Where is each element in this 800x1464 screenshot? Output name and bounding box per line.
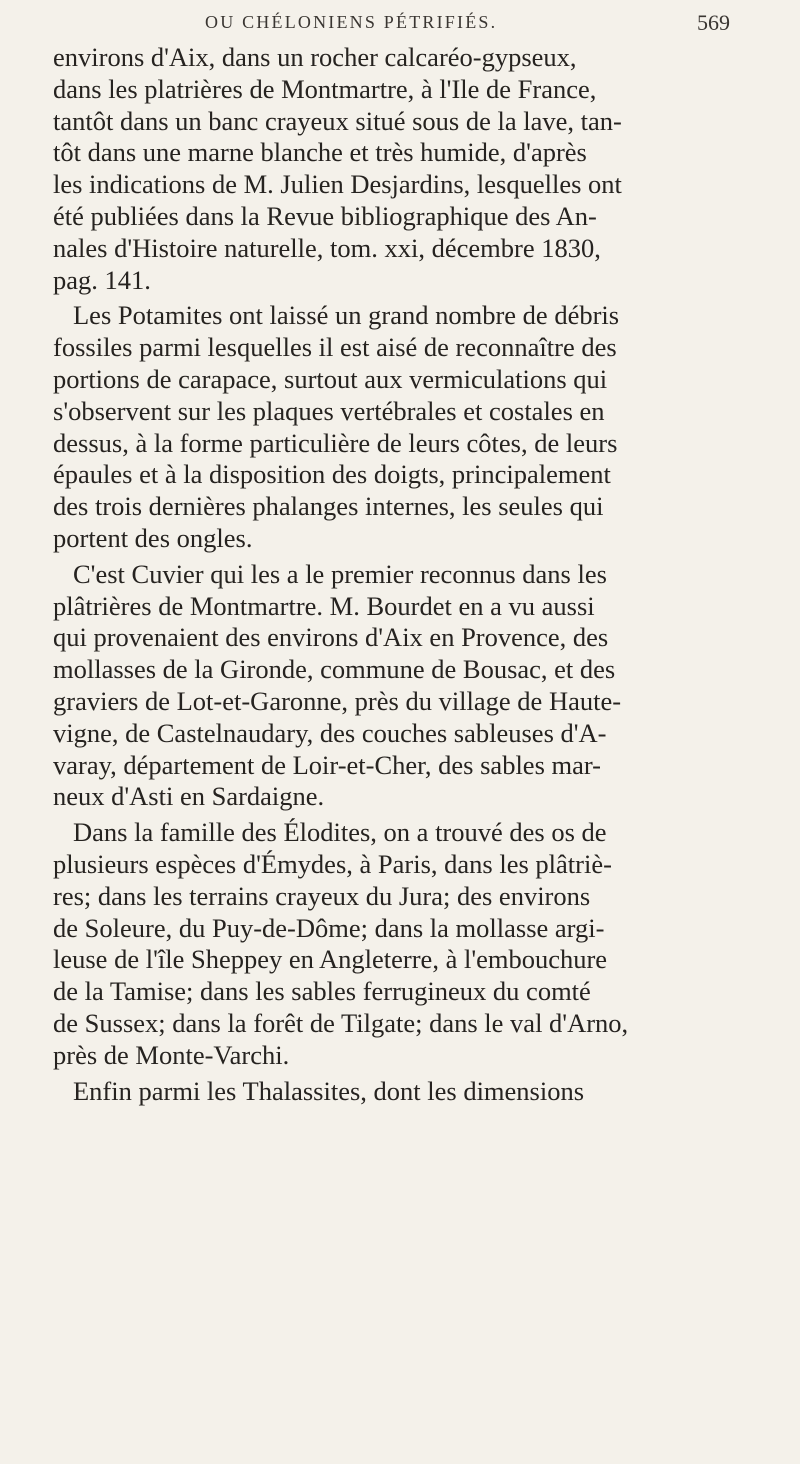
text-line: près de Monte-Varchi. xyxy=(53,1039,290,1070)
text-line: portent des ongles. xyxy=(53,522,253,553)
text-line: environs d'Aix, dans un rocher calcaréo-gypseux, xyxy=(53,42,577,72)
text-line: C'est Cuvier qui les a le premier reconnus dans les xyxy=(73,558,607,589)
text-line: varay, département de Loir-et-Cher, des sables mar- xyxy=(53,749,601,780)
text-line: dessus, à la forme particulière de leurs côtes, de leurs xyxy=(53,427,618,458)
text-line: dans les platrières de Montmartre, à l'Ile de France, xyxy=(53,73,597,104)
paragraph xyxy=(53,817,713,1071)
text-line: portions de carapace, surtout aux vermiculations qui xyxy=(53,363,608,394)
text-line: tôt dans une marne blanche et très humide, d'après xyxy=(53,137,587,168)
text-line: res; dans les terrains crayeux du Jura; des environs xyxy=(53,880,591,911)
text-line: vigne, de Castelnaudary, des couches sableuses d'A- xyxy=(53,717,607,748)
text-line: plâtrières de Montmartre. M. Bourdet en a vu aussi xyxy=(53,590,595,621)
text-line: Les Potamites ont laissé un grand nombre de débris xyxy=(73,300,620,331)
paragraph xyxy=(53,300,713,554)
text-line: graviers de Lot-et-Garonne, près du village de Haute- xyxy=(53,685,622,716)
text-line: fossiles parmi lesquelles il est aisé de reconnaître des xyxy=(53,332,617,363)
text-line: Enfin parmi les Thalassites, dont les dimensions xyxy=(73,1075,585,1106)
paragraph xyxy=(53,1076,713,1108)
text-line: neux d'Asti en Sardaigne. xyxy=(53,781,325,812)
paragraph xyxy=(53,42,713,296)
body-text xyxy=(53,42,713,1107)
text-line: des trois dernières phalanges internes, les seules qui xyxy=(53,491,604,522)
text-line: plusieurs espèces d'Émydes, à Paris, dans les plâtriè- xyxy=(53,848,612,879)
text-line: qui provenaient des environs d'Aix en Provence, des xyxy=(53,622,609,653)
text-line: pag. 141. xyxy=(53,264,151,295)
text-line: Dans la famille des Élodites, on a trouvé des os de xyxy=(73,817,607,848)
text-line: de Soleure, du Puy-de-Dôme; dans la mollasse argi- xyxy=(53,912,605,943)
text-line: tantôt dans un banc crayeux situé sous de la lave, tan- xyxy=(53,105,622,136)
text-line: leuse de l'île Sheppey en Angleterre, à l'embouchure xyxy=(53,944,608,975)
text-line: épaules et à la disposition des doigts, principalement xyxy=(53,459,611,490)
running-head: OU CHÉLONIENS PÉTRIFIÉS. xyxy=(205,12,498,32)
text-line: de Sussex; dans la forêt de Tilgate; dans le val d'Arno, xyxy=(53,1007,629,1038)
text-line: s'observent sur les plaques vertébrales et costales en xyxy=(53,395,605,426)
text-line: été publiées dans la Revue bibliographique des An- xyxy=(53,200,597,231)
text-line: nales d'Histoire naturelle, tom. xxi, décembre 1830, xyxy=(53,232,601,263)
text-line: de la Tamise; dans les sables ferrugineux du comté xyxy=(53,976,591,1007)
page-number: 569 xyxy=(697,10,730,35)
text-line: mollasses de la Gironde, commune de Bousac, et des xyxy=(53,654,616,685)
page-header xyxy=(40,8,730,38)
text-line: les indications de M. Julien Desjardins, lesquelles ont xyxy=(53,169,622,200)
paragraph xyxy=(53,559,713,813)
